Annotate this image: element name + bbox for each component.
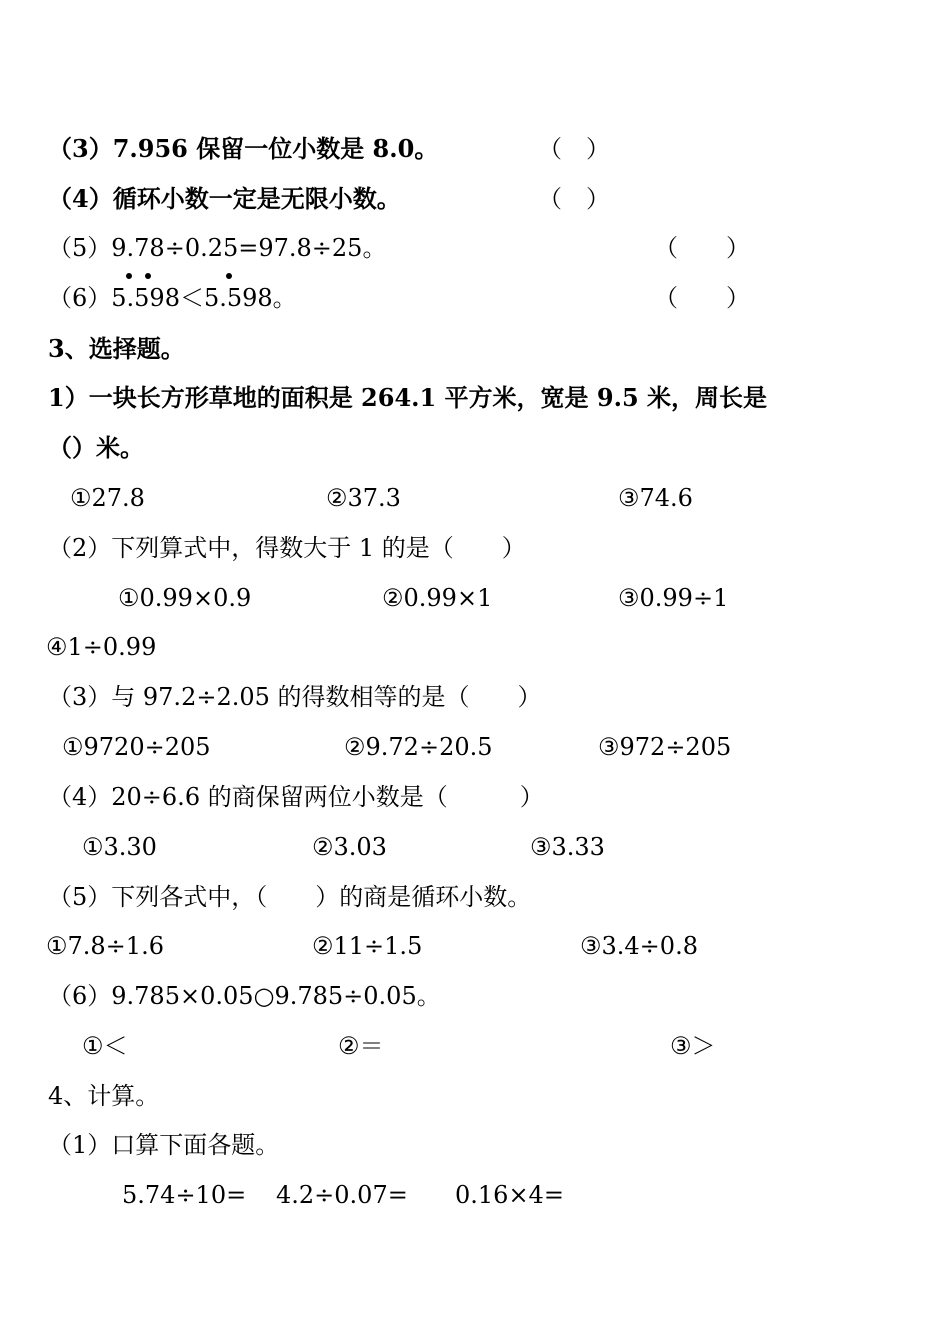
- question-2-stem: （2）下列算式中，得数大于 1 的是（ ）: [48, 534, 526, 562]
- question-4-stem: （4）20÷6.6 的商保留两位小数是（ ）: [48, 783, 544, 811]
- section-title-calc: 4、计算。: [48, 1082, 160, 1110]
- judgment-item-6: （6）5.598＜5.598。: [48, 284, 297, 312]
- q5-option-1: ①7.8÷1.6: [46, 932, 164, 960]
- question-1-stem-cont: （）米。: [48, 433, 144, 462]
- q2-option-3: ③0.99÷1: [618, 584, 729, 612]
- judgment-item-3: （3）7.956 保留一位小数是 8.0。: [48, 134, 439, 163]
- calc-item-1: 5.74÷10=: [122, 1181, 247, 1209]
- q6-option-2: ②＝: [338, 1032, 384, 1060]
- q6-option-3: ③＞: [670, 1032, 716, 1060]
- calc-item-3: 0.16×4=: [455, 1181, 564, 1209]
- q4-option-3: ③3.33: [530, 833, 605, 861]
- answer-paren-4: （ ）: [538, 185, 610, 213]
- q1-option-3: ③74.6: [618, 484, 693, 512]
- q3-option-3: ③972÷205: [598, 733, 732, 761]
- q6-option-1: ①＜: [82, 1032, 128, 1060]
- q2-option-1: ①0.99×0.9: [118, 584, 252, 612]
- q1-option-2: ②37.3: [326, 484, 401, 512]
- q2-option-2: ②0.99×1: [382, 584, 493, 612]
- q2-option-4: ④1÷0.99: [46, 633, 157, 661]
- judgment-item-5: （5）9.78÷0.25=97.8÷25。: [48, 234, 387, 262]
- question-6-stem: （6）9.785×0.05○9.785÷0.05。: [48, 982, 441, 1010]
- q3-option-1: ①9720÷205: [62, 733, 211, 761]
- q1-option-1: ①27.8: [70, 484, 145, 512]
- sub-question-oral: （1）口算下面各题。: [48, 1131, 280, 1159]
- q4-option-2: ②3.03: [312, 833, 387, 861]
- repeating-dot: [226, 273, 232, 279]
- q3-option-2: ②9.72÷20.5: [344, 733, 493, 761]
- section-title-choice: 3、选择题。: [48, 334, 185, 363]
- q5-option-3: ③3.4÷0.8: [580, 932, 698, 960]
- q5-option-2: ②11÷1.5: [312, 932, 423, 960]
- question-3-stem: （3）与 97.2÷2.05 的得数相等的是（ ）: [48, 683, 542, 711]
- repeating-dot: [145, 273, 151, 279]
- repeating-dot: [126, 273, 132, 279]
- calc-item-2: 4.2÷0.07=: [276, 1181, 408, 1209]
- question-5-stem: （5）下列各式中，（ ）的商是循环小数。: [48, 883, 532, 911]
- question-1-stem: 1）一块长方形草地的面积是 264.1 平方米，宽是 9.5 米，周长是: [48, 383, 768, 412]
- answer-paren-5: （ ）: [654, 234, 750, 262]
- q4-option-1: ①3.30: [82, 833, 157, 861]
- judgment-item-4: （4）循环小数一定是无限小数。: [48, 184, 401, 213]
- answer-paren-3: （ ）: [538, 135, 610, 163]
- answer-paren-6: （ ）: [654, 284, 750, 312]
